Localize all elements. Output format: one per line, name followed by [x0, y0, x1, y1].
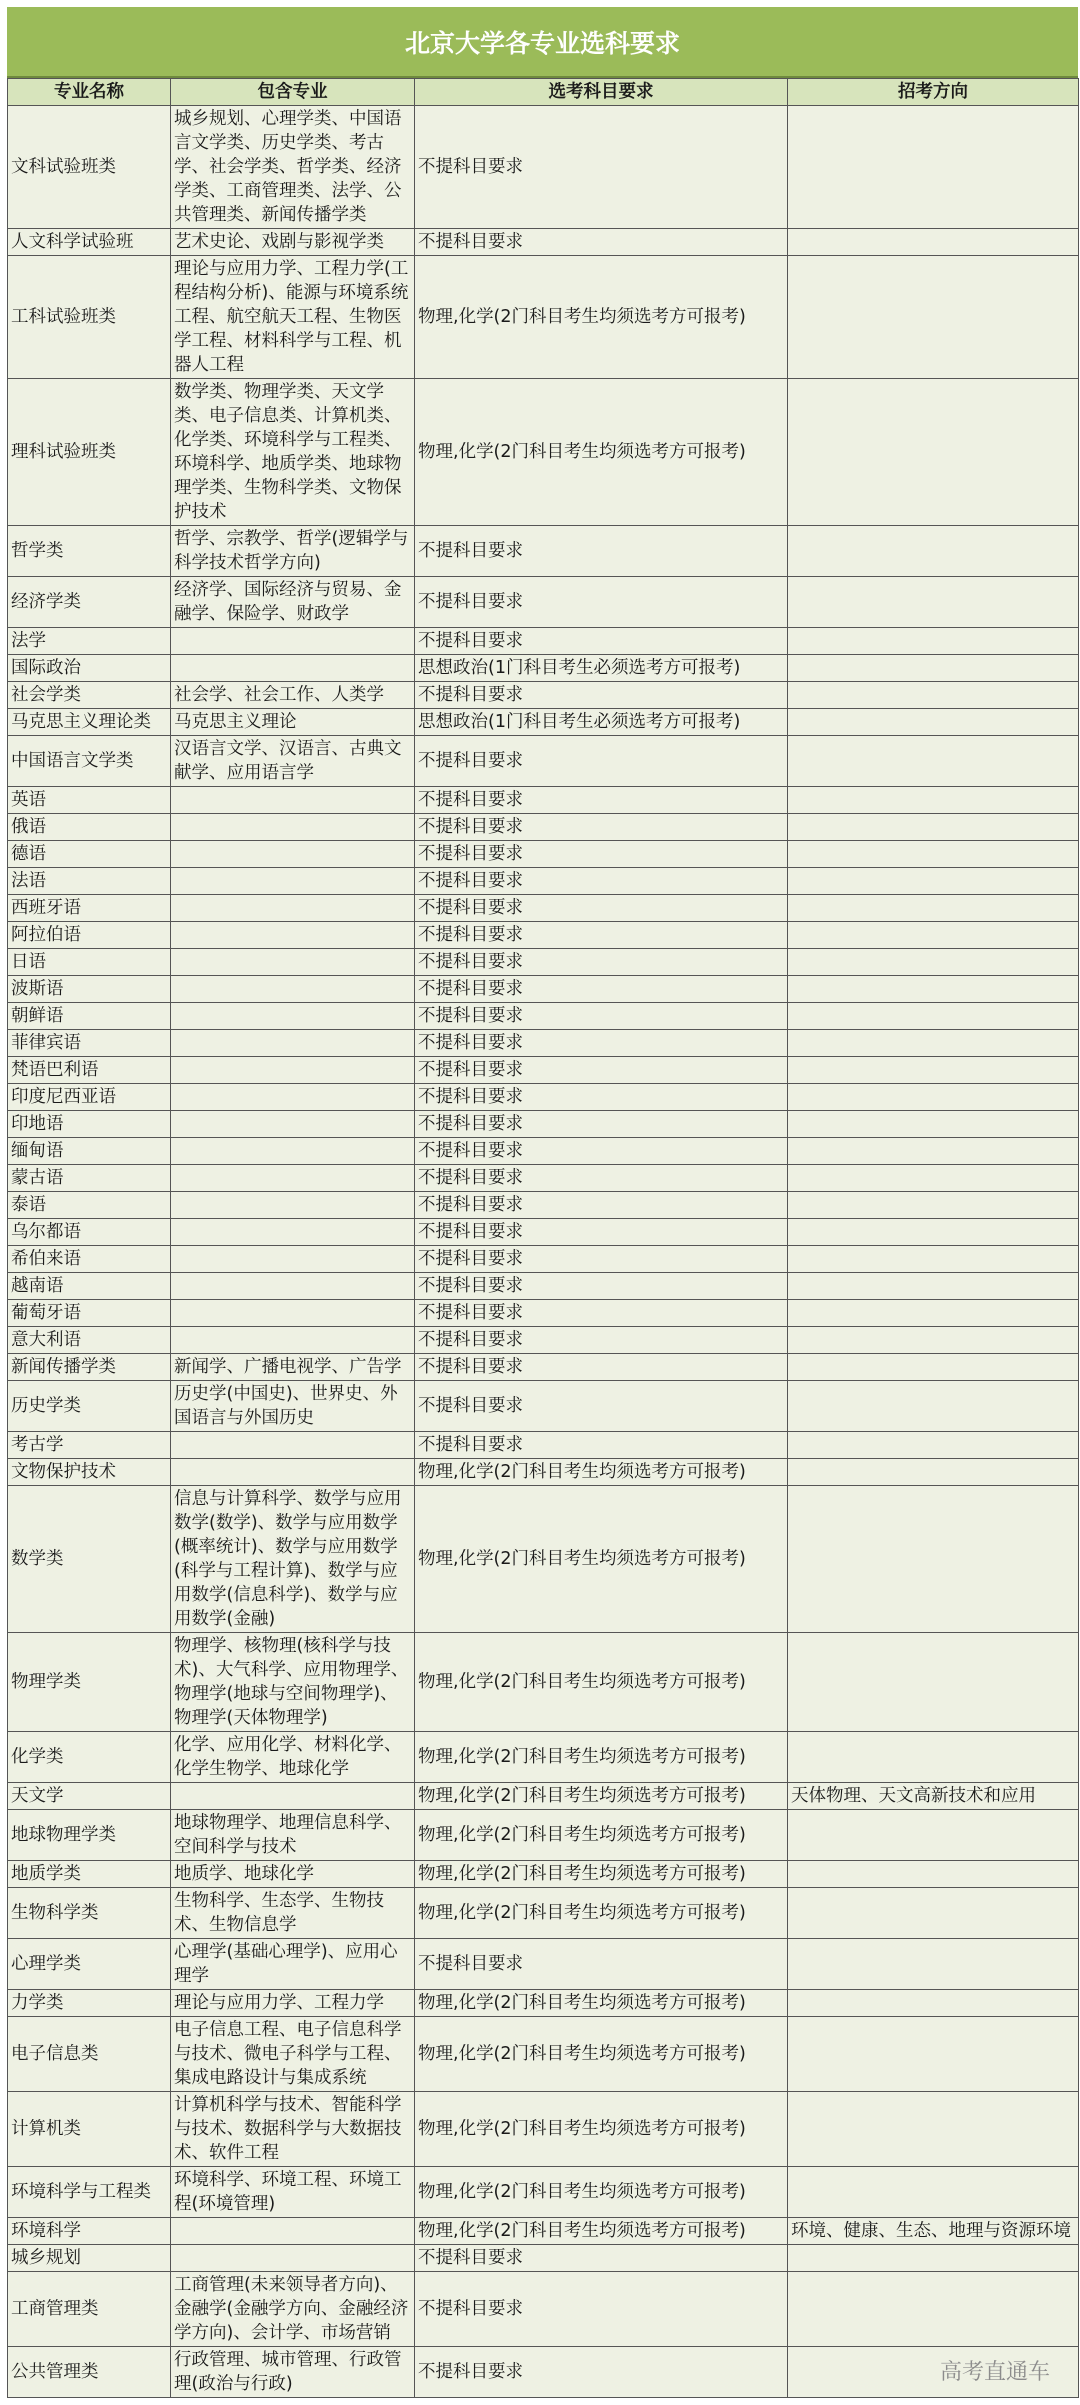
admission-direction-cell	[788, 655, 1079, 682]
included-majors-cell: 信息与计算科学、数学与应用数学(数学)、数学与应用数学(概率统计)、数学与应用数学(科学与工程计算)、数学与应用数学(信息科学)、数学与应用数学(金融)	[171, 1486, 415, 1633]
admission-direction-cell	[788, 949, 1079, 976]
table-row	[8, 628, 1079, 655]
subject-requirement-cell: 不提科目要求	[415, 868, 788, 895]
admission-direction-cell	[788, 1165, 1079, 1192]
subject-requirement-cell: 不提科目要求	[415, 1327, 788, 1354]
subject-requirement-cell: 不提科目要求	[415, 736, 788, 787]
table-row	[8, 379, 1079, 526]
table-row	[8, 1783, 1079, 1810]
major-name-cell: 天文学	[8, 1783, 171, 1810]
included-majors-cell: 马克思主义理论	[171, 709, 415, 736]
table-row	[8, 682, 1079, 709]
subject-requirement-cell: 不提科目要求	[415, 1138, 788, 1165]
included-majors-cell: 行政管理、城市管理、行政管理(政治与行政)	[171, 2347, 415, 2398]
subject-requirement-cell: 物理,化学(2门科目考生均须选考方可报考)	[415, 2017, 788, 2092]
major-name-cell: 文科试验班类	[8, 106, 171, 229]
major-name-cell: 心理学类	[8, 1939, 171, 1990]
admission-direction-cell	[788, 2092, 1079, 2167]
admission-direction-cell	[788, 1057, 1079, 1084]
admission-direction-cell: 环境、健康、生态、地理与资源环境	[788, 2218, 1079, 2245]
admission-direction-cell	[788, 2167, 1079, 2218]
subject-requirement-cell: 物理,化学(2门科目考生均须选考方可报考)	[415, 1459, 788, 1486]
included-majors-cell	[171, 1783, 415, 1810]
table-row	[8, 1354, 1079, 1381]
major-name-cell: 泰语	[8, 1192, 171, 1219]
table-row	[8, 1057, 1079, 1084]
admission-direction-cell	[788, 1381, 1079, 1432]
subject-requirement-cell: 不提科目要求	[415, 526, 788, 577]
table-row	[8, 736, 1079, 787]
major-name-cell: 环境科学与工程类	[8, 2167, 171, 2218]
included-majors-cell: 心理学(基础心理学)、应用心理学	[171, 1939, 415, 1990]
subject-requirement-cell: 不提科目要求	[415, 1111, 788, 1138]
major-name-cell: 文物保护技术	[8, 1459, 171, 1486]
admission-direction-cell	[788, 736, 1079, 787]
major-name-cell: 波斯语	[8, 976, 171, 1003]
major-name-cell: 蒙古语	[8, 1165, 171, 1192]
header-major-name: 专业名称	[8, 79, 171, 106]
header-subject-requirement: 选考科目要求	[415, 79, 788, 106]
subject-requirement-cell: 物理,化学(2门科目考生均须选考方可报考)	[415, 1486, 788, 1633]
table-row	[8, 1432, 1079, 1459]
table-row	[8, 229, 1079, 256]
major-name-cell: 人文科学试验班	[8, 229, 171, 256]
table-row	[8, 1861, 1079, 1888]
included-majors-cell	[171, 895, 415, 922]
admission-direction-cell	[788, 1138, 1079, 1165]
admission-direction-cell	[788, 1432, 1079, 1459]
table-title: 北京大学各专业选科要求	[7, 7, 1078, 78]
major-name-cell: 理科试验班类	[8, 379, 171, 526]
subject-requirement-cell: 不提科目要求	[415, 1165, 788, 1192]
table-row	[8, 2347, 1079, 2398]
included-majors-cell: 理论与应用力学、工程力学	[171, 1990, 415, 2017]
subject-requirement-cell: 不提科目要求	[415, 2272, 788, 2347]
included-majors-cell	[171, 1138, 415, 1165]
admission-direction-cell	[788, 1354, 1079, 1381]
subject-requirement-cell: 物理,化学(2门科目考生均须选考方可报考)	[415, 1633, 788, 1732]
subject-requirement-cell: 不提科目要求	[415, 1057, 788, 1084]
major-name-cell: 国际政治	[8, 655, 171, 682]
table-row	[8, 1939, 1079, 1990]
major-name-cell: 菲律宾语	[8, 1030, 171, 1057]
admission-direction-cell	[788, 1246, 1079, 1273]
subject-requirement-cell: 物理,化学(2门科目考生均须选考方可报考)	[415, 1888, 788, 1939]
admission-direction-cell	[788, 2272, 1079, 2347]
subject-requirement-cell: 不提科目要求	[415, 895, 788, 922]
table-row	[8, 709, 1079, 736]
major-name-cell: 意大利语	[8, 1327, 171, 1354]
subject-requirement-cell: 不提科目要求	[415, 1003, 788, 1030]
admission-direction-cell	[788, 787, 1079, 814]
included-majors-cell	[171, 2218, 415, 2245]
table-row	[8, 1138, 1079, 1165]
admission-direction-cell: 天体物理、天文高新技术和应用	[788, 1783, 1079, 1810]
included-majors-cell: 电子信息工程、电子信息科学与技术、微电子科学与工程、集成电路设计与集成系统	[171, 2017, 415, 2092]
major-name-cell: 缅甸语	[8, 1138, 171, 1165]
table-row	[8, 106, 1079, 229]
subject-requirement-cell: 不提科目要求	[415, 1273, 788, 1300]
major-name-cell: 生物科学类	[8, 1888, 171, 1939]
subject-requirement-cell: 物理,化学(2门科目考生均须选考方可报考)	[415, 1783, 788, 1810]
header-included-majors: 包含专业	[171, 79, 415, 106]
included-majors-cell	[171, 976, 415, 1003]
admission-direction-cell	[788, 1084, 1079, 1111]
included-majors-cell: 地质学、地球化学	[171, 1861, 415, 1888]
subject-requirement-cell: 不提科目要求	[415, 2245, 788, 2272]
table-row	[8, 1084, 1079, 1111]
admission-direction-cell	[788, 682, 1079, 709]
admission-direction-cell	[788, 709, 1079, 736]
table-row	[8, 814, 1079, 841]
included-majors-cell	[171, 1273, 415, 1300]
table-row	[8, 2092, 1079, 2167]
subject-requirement-cell: 不提科目要求	[415, 1354, 788, 1381]
major-name-cell: 法学	[8, 628, 171, 655]
subject-requirement-cell: 不提科目要求	[415, 1381, 788, 1432]
admission-direction-cell	[788, 628, 1079, 655]
table-row	[8, 1732, 1079, 1783]
table-row	[8, 1030, 1079, 1057]
included-majors-cell: 艺术史论、戏剧与影视学类	[171, 229, 415, 256]
admission-direction-cell	[788, 976, 1079, 1003]
subject-requirement-cell: 不提科目要求	[415, 682, 788, 709]
table-row	[8, 2167, 1079, 2218]
table-row	[8, 949, 1079, 976]
admission-direction-cell	[788, 1111, 1079, 1138]
table-row	[8, 1273, 1079, 1300]
table-row	[8, 2218, 1079, 2245]
major-name-cell: 化学类	[8, 1732, 171, 1783]
table-row	[8, 1633, 1079, 1732]
included-majors-cell: 数学类、物理学类、天文学类、电子信息类、计算机类、化学类、环境科学与工程类、环境科学、地质学类、地球物理学类、生物科学类、文物保护技术	[171, 379, 415, 526]
subject-requirement-cell: 不提科目要求	[415, 106, 788, 229]
admission-direction-cell	[788, 379, 1079, 526]
subject-requirement-cell: 物理,化学(2门科目考生均须选考方可报考)	[415, 256, 788, 379]
major-name-cell: 英语	[8, 787, 171, 814]
major-name-cell: 新闻传播学类	[8, 1354, 171, 1381]
major-name-cell: 印度尼西亚语	[8, 1084, 171, 1111]
major-name-cell: 考古学	[8, 1432, 171, 1459]
admission-direction-cell	[788, 1192, 1079, 1219]
included-majors-cell	[171, 787, 415, 814]
included-majors-cell: 城乡规划、心理学类、中国语言文学类、历史学类、考古学、社会学类、哲学类、经济学类、工商管理类、法学、公共管理类、新闻传播学类	[171, 106, 415, 229]
subject-requirement-cell: 物理,化学(2门科目考生均须选考方可报考)	[415, 2167, 788, 2218]
included-majors-cell	[171, 1111, 415, 1138]
subject-requirement-cell: 不提科目要求	[415, 1246, 788, 1273]
admission-direction-cell	[788, 1732, 1079, 1783]
table-row	[8, 2272, 1079, 2347]
subject-requirement-cell: 不提科目要求	[415, 1030, 788, 1057]
included-majors-cell: 历史学(中国史)、世界史、外国语言与外国历史	[171, 1381, 415, 1432]
table-row	[8, 256, 1079, 379]
spreadsheet	[7, 7, 1078, 2398]
included-majors-cell	[171, 1192, 415, 1219]
subject-requirement-cell: 不提科目要求	[415, 1084, 788, 1111]
subject-requirement-cell: 不提科目要求	[415, 628, 788, 655]
subject-requirement-cell: 不提科目要求	[415, 1939, 788, 1990]
admission-direction-cell	[788, 1003, 1079, 1030]
admission-direction-cell	[788, 2017, 1079, 2092]
included-majors-cell: 物理学、核物理(核科学与技术)、大气科学、应用物理学、物理学(地球与空间物理学)、物理学(天体物理学)	[171, 1633, 415, 1732]
included-majors-cell: 化学、应用化学、材料化学、化学生物学、地球化学	[171, 1732, 415, 1783]
major-name-cell: 印地语	[8, 1111, 171, 1138]
included-majors-cell	[171, 814, 415, 841]
admission-direction-cell	[788, 1633, 1079, 1732]
admission-direction-cell	[788, 1888, 1079, 1939]
admission-direction-cell	[788, 1219, 1079, 1246]
major-name-cell: 电子信息类	[8, 2017, 171, 2092]
major-name-cell: 德语	[8, 841, 171, 868]
major-name-cell: 数学类	[8, 1486, 171, 1633]
admission-direction-cell	[788, 1939, 1079, 1990]
subject-requirement-cell: 不提科目要求	[415, 841, 788, 868]
table-row	[8, 841, 1079, 868]
subject-requirement-cell: 不提科目要求	[415, 1300, 788, 1327]
subject-requirement-cell: 不提科目要求	[415, 1219, 788, 1246]
admission-direction-cell	[788, 1030, 1079, 1057]
table-row	[8, 2245, 1079, 2272]
table-row	[8, 1888, 1079, 1939]
table-row	[8, 976, 1079, 1003]
included-majors-cell: 哲学、宗教学、哲学(逻辑学与科学技术哲学方向)	[171, 526, 415, 577]
admission-direction-cell	[788, 1990, 1079, 2017]
major-name-cell: 中国语言文学类	[8, 736, 171, 787]
included-majors-cell	[171, 1246, 415, 1273]
major-name-cell: 环境科学	[8, 2218, 171, 2245]
included-majors-cell: 新闻学、广播电视学、广告学	[171, 1354, 415, 1381]
included-majors-cell	[171, 868, 415, 895]
table-row	[8, 1810, 1079, 1861]
admission-direction-cell	[788, 1459, 1079, 1486]
subject-requirement-cell: 不提科目要求	[415, 787, 788, 814]
table-row	[8, 1246, 1079, 1273]
major-name-cell: 西班牙语	[8, 895, 171, 922]
major-name-cell: 阿拉伯语	[8, 922, 171, 949]
included-majors-cell	[171, 949, 415, 976]
table-row	[8, 577, 1079, 628]
major-name-cell: 工商管理类	[8, 2272, 171, 2347]
table-row	[8, 1381, 1079, 1432]
admission-direction-cell	[788, 106, 1079, 229]
admission-direction-cell	[788, 1486, 1079, 1633]
subject-requirement-cell: 物理,化学(2门科目考生均须选考方可报考)	[415, 379, 788, 526]
included-majors-cell: 地球物理学、地理信息科学、空间科学与技术	[171, 1810, 415, 1861]
included-majors-cell	[171, 2245, 415, 2272]
subject-requirement-cell: 物理,化学(2门科目考生均须选考方可报考)	[415, 1990, 788, 2017]
subject-requirements-table	[7, 78, 1079, 2398]
major-name-cell: 公共管理类	[8, 2347, 171, 2398]
included-majors-cell	[171, 1165, 415, 1192]
major-name-cell: 朝鲜语	[8, 1003, 171, 1030]
table-row	[8, 1300, 1079, 1327]
table-row	[8, 1327, 1079, 1354]
major-name-cell: 哲学类	[8, 526, 171, 577]
table-row	[8, 1192, 1079, 1219]
table-row	[8, 895, 1079, 922]
included-majors-cell	[171, 841, 415, 868]
major-name-cell: 历史学类	[8, 1381, 171, 1432]
included-majors-cell: 工商管理(未来领导者方向)、金融学(金融学方向、金融经济学方向)、会计学、市场营销	[171, 2272, 415, 2347]
included-majors-cell	[171, 1459, 415, 1486]
major-name-cell: 日语	[8, 949, 171, 976]
subject-requirement-cell: 物理,化学(2门科目考生均须选考方可报考)	[415, 2218, 788, 2245]
table-row	[8, 922, 1079, 949]
admission-direction-cell	[788, 868, 1079, 895]
major-name-cell: 社会学类	[8, 682, 171, 709]
major-name-cell: 葡萄牙语	[8, 1300, 171, 1327]
included-majors-cell	[171, 1030, 415, 1057]
subject-requirement-cell: 不提科目要求	[415, 229, 788, 256]
header-admission-direction: 招考方向	[788, 79, 1079, 106]
table-row	[8, 655, 1079, 682]
subject-requirement-cell: 不提科目要求	[415, 1192, 788, 1219]
admission-direction-cell	[788, 1273, 1079, 1300]
table-row	[8, 868, 1079, 895]
included-majors-cell: 计算机科学与技术、智能科学与技术、数据科学与大数据技术、软件工程	[171, 2092, 415, 2167]
admission-direction-cell	[788, 841, 1079, 868]
major-name-cell: 俄语	[8, 814, 171, 841]
included-majors-cell	[171, 1327, 415, 1354]
major-name-cell: 工科试验班类	[8, 256, 171, 379]
included-majors-cell	[171, 1219, 415, 1246]
subject-requirement-cell: 物理,化学(2门科目考生均须选考方可报考)	[415, 1861, 788, 1888]
included-majors-cell: 理论与应用力学、工程力学(工程结构分析)、能源与环境系统工程、航空航天工程、生物医学工程、材料科学与工程、机器人工程	[171, 256, 415, 379]
subject-requirement-cell: 不提科目要求	[415, 922, 788, 949]
subject-requirement-cell: 思想政治(1门科目考生必须选考方可报考)	[415, 655, 788, 682]
table-row	[8, 787, 1079, 814]
major-name-cell: 力学类	[8, 1990, 171, 2017]
major-name-cell: 地球物理学类	[8, 1810, 171, 1861]
subject-requirement-cell: 不提科目要求	[415, 1432, 788, 1459]
subject-requirement-cell: 不提科目要求	[415, 814, 788, 841]
table-row	[8, 1219, 1079, 1246]
subject-requirement-cell: 不提科目要求	[415, 949, 788, 976]
included-majors-cell	[171, 1432, 415, 1459]
admission-direction-cell	[788, 1327, 1079, 1354]
included-majors-cell	[171, 1057, 415, 1084]
subject-requirement-cell: 物理,化学(2门科目考生均须选考方可报考)	[415, 1732, 788, 1783]
subject-requirement-cell: 物理,化学(2门科目考生均须选考方可报考)	[415, 1810, 788, 1861]
table-row	[8, 1990, 1079, 2017]
admission-direction-cell	[788, 895, 1079, 922]
table-row	[8, 1165, 1079, 1192]
watermark: 高考直通车	[940, 2360, 1051, 2385]
table-row	[8, 1111, 1079, 1138]
major-name-cell: 乌尔都语	[8, 1219, 171, 1246]
admission-direction-cell	[788, 256, 1079, 379]
major-name-cell: 城乡规划	[8, 2245, 171, 2272]
major-name-cell: 马克思主义理论类	[8, 709, 171, 736]
subject-requirement-cell: 物理,化学(2门科目考生均须选考方可报考)	[415, 2092, 788, 2167]
header-row	[8, 79, 1079, 106]
admission-direction-cell	[788, 229, 1079, 256]
admission-direction-cell	[788, 1300, 1079, 1327]
admission-direction-cell	[788, 577, 1079, 628]
table-row	[8, 2017, 1079, 2092]
included-majors-cell: 生物科学、生态学、生物技术、生物信息学	[171, 1888, 415, 1939]
major-name-cell: 越南语	[8, 1273, 171, 1300]
admission-direction-cell	[788, 526, 1079, 577]
subject-requirement-cell: 不提科目要求	[415, 577, 788, 628]
admission-direction-cell	[788, 814, 1079, 841]
major-name-cell: 梵语巴利语	[8, 1057, 171, 1084]
included-majors-cell	[171, 922, 415, 949]
table-row	[8, 1459, 1079, 1486]
major-name-cell: 计算机类	[8, 2092, 171, 2167]
table-row	[8, 526, 1079, 577]
included-majors-cell	[171, 1300, 415, 1327]
included-majors-cell: 经济学、国际经济与贸易、金融学、保险学、财政学	[171, 577, 415, 628]
subject-requirement-cell: 不提科目要求	[415, 976, 788, 1003]
table-row	[8, 1486, 1079, 1633]
included-majors-cell: 环境科学、环境工程、环境工程(环境管理)	[171, 2167, 415, 2218]
major-name-cell: 物理学类	[8, 1633, 171, 1732]
included-majors-cell	[171, 1003, 415, 1030]
admission-direction-cell	[788, 2245, 1079, 2272]
subject-requirement-cell: 思想政治(1门科目考生必须选考方可报考)	[415, 709, 788, 736]
major-name-cell: 地质学类	[8, 1861, 171, 1888]
included-majors-cell	[171, 1084, 415, 1111]
included-majors-cell	[171, 628, 415, 655]
major-name-cell: 法语	[8, 868, 171, 895]
included-majors-cell: 社会学、社会工作、人类学	[171, 682, 415, 709]
major-name-cell: 希伯来语	[8, 1246, 171, 1273]
major-name-cell: 经济学类	[8, 577, 171, 628]
table-row	[8, 1003, 1079, 1030]
admission-direction-cell	[788, 1861, 1079, 1888]
subject-requirement-cell: 不提科目要求	[415, 2347, 788, 2398]
included-majors-cell: 汉语言文学、汉语言、古典文献学、应用语言学	[171, 736, 415, 787]
admission-direction-cell	[788, 922, 1079, 949]
included-majors-cell	[171, 655, 415, 682]
admission-direction-cell	[788, 1810, 1079, 1861]
